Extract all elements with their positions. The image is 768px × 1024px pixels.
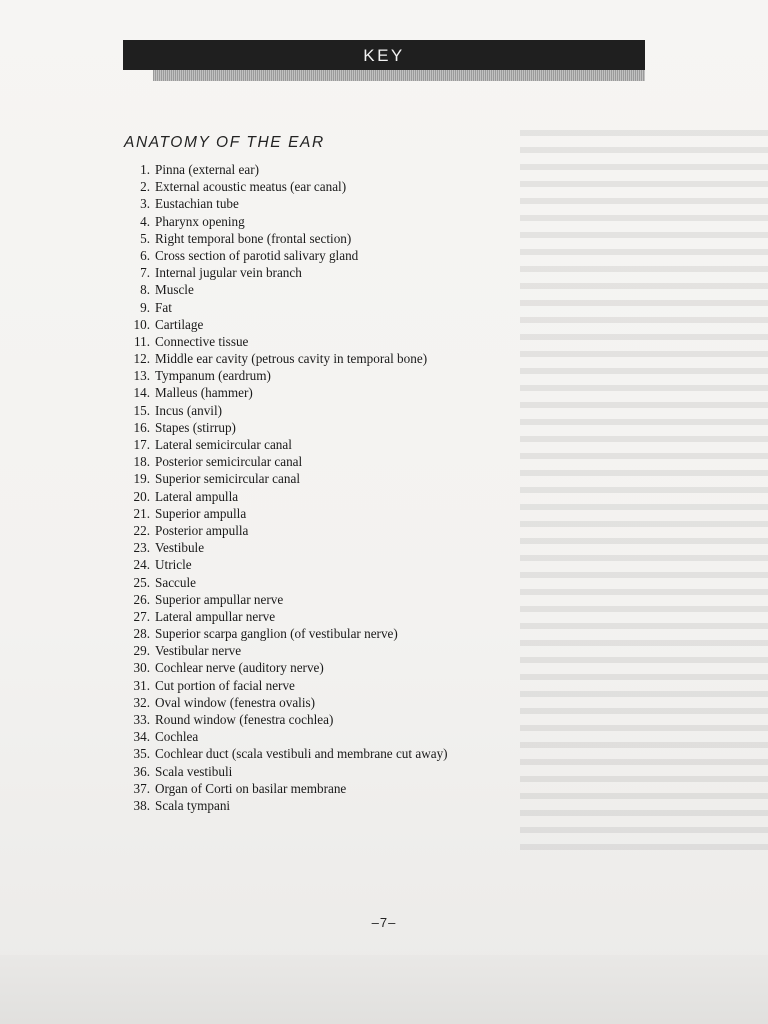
key-header-shadow: [153, 70, 645, 81]
item-number: 24.: [133, 557, 150, 573]
item-number: 21.: [133, 505, 150, 521]
item-number: 33.: [133, 712, 150, 727]
item-number: 35.: [133, 746, 150, 762]
item-label: Tympanum (eardrum): [155, 368, 271, 384]
item-number: 6.: [140, 247, 150, 263]
list-item: [116, 281, 636, 298]
list-item: [116, 488, 636, 505]
item-label: Cross section of parotid salivary gland: [155, 247, 359, 263]
list-item: [116, 522, 636, 539]
item-label: Oval window (fenestra ovalis): [155, 694, 316, 710]
list-item: [116, 178, 636, 195]
item-label: Eustachian tube: [155, 196, 239, 212]
list-item: [116, 247, 636, 264]
item-number: 7.: [140, 265, 150, 281]
item-number: 3.: [140, 196, 150, 212]
list-item: [116, 574, 636, 591]
list-item: [116, 677, 636, 694]
section-heading: ANATOMY OF THE EAR: [124, 134, 325, 151]
item-number: 9.: [140, 299, 150, 315]
item-number: 27.: [133, 608, 150, 624]
list-item: [116, 453, 636, 470]
list-item: [116, 659, 636, 676]
item-label: Cut portion of facial nerve: [155, 677, 295, 693]
item-number: 36.: [133, 763, 150, 779]
item-number: 15.: [133, 402, 150, 418]
item-label: Superior scarpa ganglion (of vestibular nerve): [155, 626, 398, 642]
item-label: Incus (anvil): [155, 402, 223, 418]
list-item: [116, 642, 636, 659]
list-item: [116, 316, 636, 333]
item-number: 31.: [133, 677, 150, 693]
list-item: [116, 195, 636, 212]
item-number: 2.: [140, 179, 150, 195]
item-label: Cartilage: [155, 316, 204, 332]
item-number: 11.: [134, 333, 150, 349]
item-number: 5.: [140, 230, 150, 246]
item-label: Pinna (external ear): [155, 162, 259, 177]
item-number: 32.: [133, 694, 150, 710]
list-item: [116, 436, 636, 453]
item-label: Vestibule: [155, 540, 205, 556]
item-label: Scala tympani: [155, 797, 231, 813]
item-label: Lateral ampulla: [155, 488, 239, 504]
list-item: [116, 161, 636, 178]
item-number: 29.: [133, 643, 150, 659]
list-item: [116, 402, 636, 419]
key-title: KEY: [363, 46, 405, 65]
list-item: [116, 797, 636, 814]
list-item: [116, 625, 636, 642]
item-label: External acoustic meatus (ear canal): [155, 179, 347, 195]
item-label: Right temporal bone (frontal section): [155, 230, 352, 246]
list-item: [116, 591, 636, 608]
item-number: 22.: [133, 522, 150, 538]
item-label: Connective tissue: [155, 333, 249, 349]
item-number: 19.: [133, 471, 150, 487]
item-label: Lateral semicircular canal: [155, 437, 292, 452]
item-label: Lateral ampullar nerve: [155, 608, 276, 624]
item-number: 30.: [133, 660, 150, 676]
list-item: [116, 556, 636, 573]
list-item: [116, 213, 636, 230]
list-item: [116, 745, 636, 762]
item-number: 28.: [133, 626, 150, 642]
list-item: [116, 763, 636, 780]
item-label: Superior ampulla: [155, 505, 247, 521]
key-header-bar: [123, 40, 645, 70]
list-item: [116, 711, 636, 728]
item-label: Muscle: [155, 282, 194, 298]
item-number: 13.: [133, 368, 150, 384]
list-item: [116, 299, 636, 316]
item-number: 20.: [133, 488, 150, 504]
item-number: 8.: [140, 282, 150, 298]
item-label: Superior ampullar nerve: [155, 591, 284, 607]
page-number: –7–: [371, 915, 397, 930]
item-number: 37.: [133, 780, 150, 796]
scan-bottom-edge: [0, 955, 768, 1024]
item-number: 14.: [133, 385, 150, 401]
item-number: 16.: [133, 419, 150, 435]
item-label: Saccule: [155, 574, 197, 590]
item-label: Organ of Corti on basilar membrane: [155, 780, 347, 796]
list-item: [116, 367, 636, 384]
item-label: Superior semicircular canal: [155, 471, 300, 487]
item-label: Middle ear cavity (petrous cavity in temporal bone): [155, 351, 428, 367]
item-label: Internal jugular vein branch: [155, 265, 302, 281]
item-number: 10.: [133, 316, 150, 332]
list-item: [116, 728, 636, 745]
item-label: Vestibular nerve: [155, 643, 242, 659]
item-number: 38.: [133, 797, 150, 813]
item-number: 25.: [133, 574, 150, 590]
item-label: Stapes (stirrup): [155, 419, 236, 435]
item-number: 18.: [133, 454, 150, 470]
item-number: 1.: [140, 162, 150, 177]
list-item: [116, 264, 636, 281]
list-item: [116, 470, 636, 487]
anatomy-key-list: [116, 161, 636, 814]
list-item: [116, 419, 636, 436]
item-label: Round window (fenestra cochlea): [155, 712, 334, 727]
item-label: Malleus (hammer): [155, 385, 253, 401]
list-item: [116, 608, 636, 625]
item-label: Scala vestibuli: [155, 763, 233, 779]
list-item: [116, 780, 636, 797]
list-item: [116, 384, 636, 401]
item-label: Pharynx opening: [155, 213, 245, 229]
list-item: [116, 694, 636, 711]
item-number: 34.: [133, 729, 150, 745]
item-label: Cochlear duct (scala vestibuli and membrane cut away): [155, 746, 448, 762]
item-label: Posterior semicircular canal: [155, 454, 303, 470]
item-label: Cochlea: [155, 729, 199, 745]
item-label: Posterior ampulla: [155, 522, 249, 538]
list-item: [116, 230, 636, 247]
list-item: [116, 350, 636, 367]
item-number: 12.: [133, 351, 150, 367]
item-number: 23.: [133, 540, 150, 556]
item-number: 26.: [133, 591, 150, 607]
item-label: Fat: [155, 299, 172, 315]
list-item: [116, 505, 636, 522]
item-label: Utricle: [155, 557, 192, 573]
list-item: [116, 333, 636, 350]
item-label: Cochlear nerve (auditory nerve): [155, 660, 324, 676]
list-item: [116, 539, 636, 556]
item-number: 17.: [133, 437, 150, 452]
item-number: 4.: [140, 213, 150, 229]
